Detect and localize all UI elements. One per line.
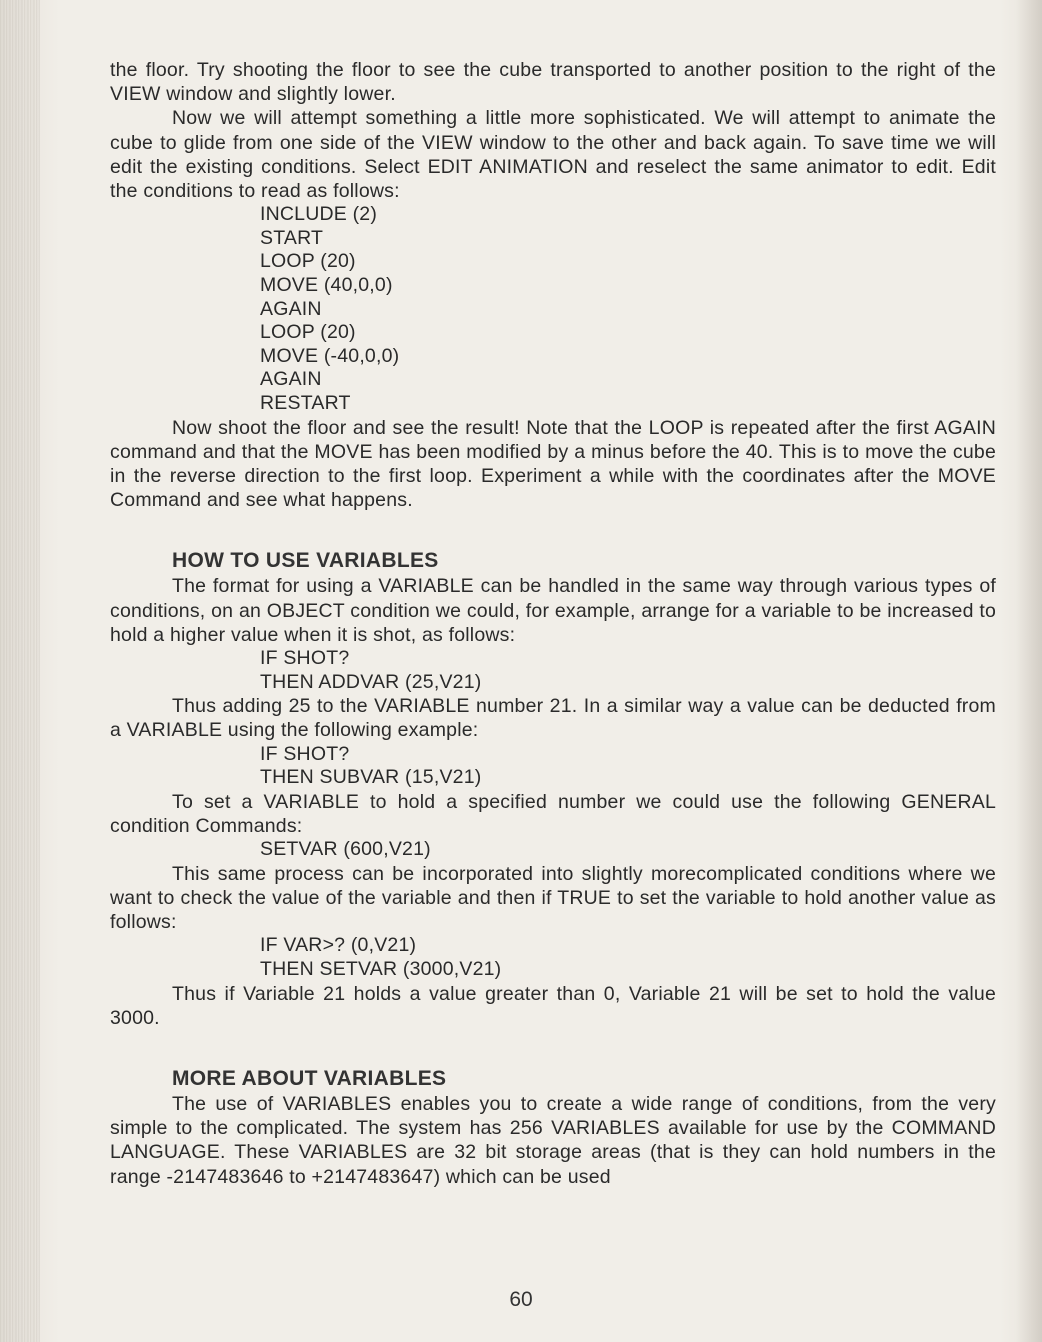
code-line: MOVE (-40,0,0) xyxy=(260,344,400,367)
code-line: THEN ADDVAR (25,V21) xyxy=(260,670,482,693)
paragraph-variable-21: Thus if Variable 21 holds a value greater than 0, Variable 21 will be set to hold the value 3000. xyxy=(110,982,996,1029)
code-block-animation xyxy=(260,203,996,415)
page-binding-edge xyxy=(0,0,40,1342)
paragraph-adding: Thus adding 25 to the VARIABLE number 21. In a similar way a value can be deducted from a VARIABLE using the following example: xyxy=(110,695,996,742)
paragraph-use-of-variables: The use of VARIABLES enables you to create a wide range of conditions, from the very simple to the complicated. The system has 256 VARIABLES available for use by the COMMAND LANGUAGE. These VARIABLES are 32 bit storage areas (that is they can hold numbers in the range -2147483646 to +2147483647) which can be used xyxy=(110,1092,996,1188)
code-line: THEN SETVAR (3000,V21) xyxy=(260,957,502,980)
code-block-subvar xyxy=(260,743,996,790)
code-line: IF SHOT? xyxy=(260,742,350,765)
code-line: IF VAR>? (0,V21) xyxy=(260,934,417,957)
page-number: 60 xyxy=(509,1288,533,1311)
paragraph-variable-format: The format for using a VARIABLE can be handled in the same way through various types of conditions, on an OBJECT condition we could, for example, arrange for a variable to be increased to hold a higher value when it is shot, as follows: xyxy=(110,575,996,646)
code-line: SETVAR (600,V21) xyxy=(260,838,431,861)
paragraph-shoot-result: Now shoot the floor and see the result! Note that the LOOP is repeated after the first AGAIN command and that the MOVE has been modified by a minus before the 40. This is to move the cube in the reverse direction to the first loop. Experiment a while with the coordinates after the MOVE Command and see what happens. xyxy=(110,416,996,512)
paragraph-animate-cube: Now we will attempt something a little more sophisticated. We will attempt to animate the cube to glide from one side of the VIEW window to the other and back again. To save time we will edit the existing conditions. Select EDIT ANIMATION and reselect the same animator to edit. Edit the conditions to read as follows: xyxy=(110,107,996,203)
code-line: MOVE (40,0,0) xyxy=(260,274,393,296)
code-line: IF SHOT? xyxy=(260,646,350,669)
code-line: THEN SUBVAR (15,V21) xyxy=(260,766,482,789)
heading-more-about-variables: MORE ABOUT VARIABLES xyxy=(172,1066,447,1090)
code-block-ifvar xyxy=(260,934,996,981)
code-line: AGAIN xyxy=(260,297,322,320)
page-content xyxy=(110,58,996,1189)
paragraph-floor-shot: the floor. Try shooting the floor to see the cube transported to another position to the right of the VIEW window and slightly lower. xyxy=(110,59,996,106)
paragraph-complicated-conditions: This same process can be incorporated into slightly morecomplicated conditions where we want to check the value of the variable and then if TRUE to set the variable to hold another value as follows: xyxy=(110,862,996,934)
code-line: LOOP (20) xyxy=(260,321,356,344)
code-line: RESTART xyxy=(260,391,351,414)
code-block-setvar xyxy=(260,838,996,862)
code-line: INCLUDE (2) xyxy=(260,203,378,226)
paragraph-set-variable: To set a VARIABLE to hold a specified number we could use the following GENERAL condition Commands: xyxy=(110,790,996,837)
heading-how-to-use-variables: HOW TO USE VARIABLES xyxy=(172,549,439,573)
code-block-addvar xyxy=(260,647,996,694)
code-line: LOOP (20) xyxy=(260,250,356,273)
code-line: START xyxy=(260,226,324,249)
page-right-edge xyxy=(1016,0,1042,1342)
code-line: AGAIN xyxy=(260,368,322,391)
